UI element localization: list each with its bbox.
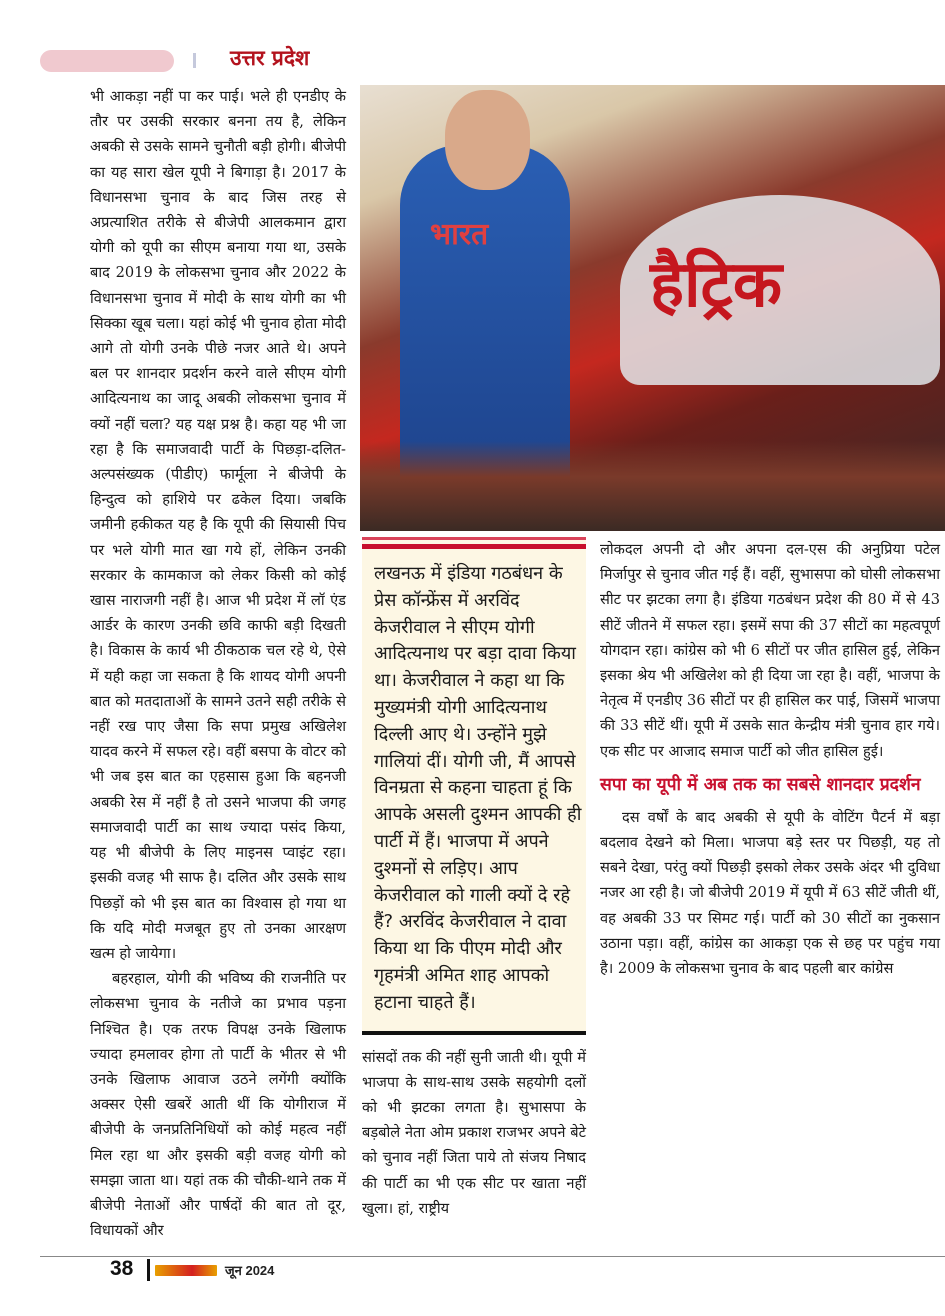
right-column <box>600 537 940 981</box>
photo-shirt-text: भारत <box>430 217 489 252</box>
article-column-4 <box>600 805 940 981</box>
paragraph: भी आकड़ा नहीं पा कर पाई। भले ही एनडीए के तौर पर उसकी सरकार बनना तय है, लेकिन अबकी से उसके सामने चुनौती बड़ी होगी। बीजेपी का यह सारा खेल यूपी ने बिगाड़ा है। 2017 के विधानसभा चुनाव के बाद जिस तरह से अप्रत्याशित तरीके से बीजेपी आलकमान द्वारा योगी को यूपी का सीएम बनाया गया था, उसके बाद 2019 के लोकसभा चुनाव और 2022 के विधानसभा चुनाव में मोदी के साथ योगी का भी सिक्का खूब चला। यहां कोई भी चुनाव होता मोदी आगे तो योगी उनके पीछे नजर आते थे। अपने बल पर शानदार प्रदर्शन करने वाले सीएम योगी आदित्यनाथ का जादू अबकी लोकसभा चुनाव में क्यों नहीं चला? यह यक्ष प्रश्न है। कहा यह भी जा रहा है कि समाजवादी पार्टी के पिछड़ा-दलित-अल्पसंख्यक (पीडीए) फार्मूला ने बीजेपी के हिन्दुत्व को हाशिये पर ढकेल दिया। जबकि जमीनी हकीकत यह है कि यूपी की सियासी पिच पर भले योगी मात खा गये हों, लेकिन उनकी सरकार के कामकाज को लेकर किसी को कोई खास नाराजगी नहीं है। आज भी प्रदेश में लॉ एंड आर्डर के कारण उनकी छवि काफी बड़ी दिखती है। विकास के कार्य भी ठीकठाक चल रहे थे, ऐसे में यही कहा जा सकता है कि शायद योगी अपनी बात को मतदाताओं के सामने उतने सही तरीके से नहीं रख पाए जैसा कि सपा प्रमुख अखिलेश यादव करने में सफल रहे। वहीं बसपा के वोटर को भी जब इस बात का एहसास हुआ कि बहनजी अबकी रेस में नहीं है तो उसने भाजपा की जगह समाजवादी पार्टी का साथ ज्यादा पसंद किया, यह भी बीजेपी के लिए माइनस प्वाइंट रहा। इसकी वजह भी साफ है। दलित और उसके साथ पिछड़ों को भी इस बात का विश्वास हो गया था कि यदि मोदी मजबूत हुए तो उनका आरक्षण खत्म हो जायेगा। <box>90 88 346 962</box>
paragraph: सांसदों तक की नहीं सुनी जाती थी। यूपी में भाजपा के साथ-साथ उसके सहयोगी दलों को भी झटका लगता है। सुभासपा के बड़बोले नेता ओम प्रकाश राजभर अपने बेटे को चुनाव नहीं जिता पाये तो संजय निषाद की पार्टी का भी एक सीट पर खाता नहीं खुला। हां, राष्ट्रीय <box>362 1048 586 1217</box>
page-number: 38 <box>110 1257 134 1280</box>
pull-quote-box <box>362 537 586 1035</box>
magazine-logo <box>155 1265 217 1276</box>
divider <box>193 53 196 68</box>
article-column-1 <box>90 84 346 1243</box>
footer-divider <box>147 1259 150 1281</box>
paragraph: लोकदल अपनी दो और अपना दल-एस की अनुप्रिया पटेल मिर्जापुर से चुनाव जीत गई हैं। वहीं, सुभासपा को घोसी लोकसभा सीट पर झटका लगा है। इंडिया गठबंधन प्रदेश की 80 में से 43 सीटें जीतने में सफल रहा। इसमें सपा की 37 सीटों का महत्वपूर्ण योगदान रहा। कांग्रेस को भी 6 सीटों पर जीत हासिल हुई, लेकिन इसका श्रेय भी अखिलेश को ही दिया जा रहा है। वहीं, भाजपा के नेतृत्व में एनडीए 36 सीटों पर ही हासिल कर पाई, जिसमें भाजपा की 33 सीटें थीं। यूपी में उसके सात केन्द्रीय मंत्री चुनाव हार गये। एक सीट पर आजाद समाज पार्टी को जीत हासिल हुई। <box>600 541 940 760</box>
paragraph: बहरहाल, योगी की भविष्य की राजनीति पर लोकसभा चुनाव के नतीजे का प्रभाव पड़ना निश्चित है। एक तरफ विपक्ष उनके खिलाफ ज्यादा हमलावर होगा तो पार्टी के भीतर से भी उनके खिलाफ आवाज उठने लगेंगी क्योंकि अक्सर ऐसी खबरें आती थीं कि योगीराज में बीजेपी के जनप्रतिनिधियों को कोई महत्व नहीं मिल रहा था और इसकी बड़ी वजह योगी को समझा जाता था। यहां तक की चौकी-थाने तक में बीजेपी नेताओं और पार्षदों की बात तो दूर, विधायकों और <box>90 970 346 1240</box>
issue-date: जून 2024 <box>225 1263 275 1278</box>
rule <box>362 537 586 540</box>
rule <box>362 544 586 549</box>
footer-rule <box>40 1256 945 1257</box>
rally-photo <box>360 85 945 531</box>
section-title: उत्तर प्रदेश <box>230 46 310 70</box>
photo-sign-text: हैट्रिक <box>650 248 782 322</box>
middle-column <box>362 537 586 1221</box>
pull-quote-text: लखनऊ में इंडिया गठबंधन के प्रेस कॉन्फ्रेंस में अरविंद केजरीवाल ने सीएम योगी आदित्यनाथ पर बड़ा दावा किया था। केजरीवाल ने कहा था कि मुख्यमंत्री योगी आदित्यनाथ दिल्ली आए थे। उन्होंने मुझे गालियां दीं। योगी जी, मैं आपसे विनम्रता से कहना चाहता हूं कि आपके असली दुश्मन आपकी ही पार्टी में हैं। भाजपा में अपने दुश्मनों से लड़िए। आप केजरीवाल को गाली क्यों दे रहे हैं? अरविंद केजरीवाल ने दावा किया था कि पीएम मोदी और गृहमंत्री अमित शाह आपको हटाना चाहते हैं। <box>374 563 582 1013</box>
photo-crowd <box>360 441 945 531</box>
photo-cutout-head <box>445 90 530 190</box>
page-footer <box>0 1256 945 1296</box>
subheading: सपा का यूपी में अब तक का सबसे शानदार प्रदर्शन <box>600 774 921 795</box>
article-column-3 <box>600 537 940 764</box>
article-column-2 <box>362 1045 586 1221</box>
section-tab-decoration <box>40 50 174 72</box>
paragraph: दस वर्षों के बाद अबकी से यूपी के वोटिंग पैटर्न में बड़ा बदलाव देखने को मिला। भाजपा बड़े स्तर पर पिछड़ी, यह तो सबने देखा, परंतु क्यों पिछड़ी इसको लेकर उसके अंदर भी दुविधा नजर आ रही है। जो बीजेपी 2019 में यूपी में 63 सीटें जीती थीं, वह अबकी 33 पर सिमट गई। पार्टी को 30 सीटों का नुकसान उठाना पड़ा। वहीं, कांग्रेस का आकड़ा एक से छह पर पहुंच गया है। 2009 के लोकसभा चुनाव के बाद पहली बार कांग्रेस <box>600 808 940 978</box>
